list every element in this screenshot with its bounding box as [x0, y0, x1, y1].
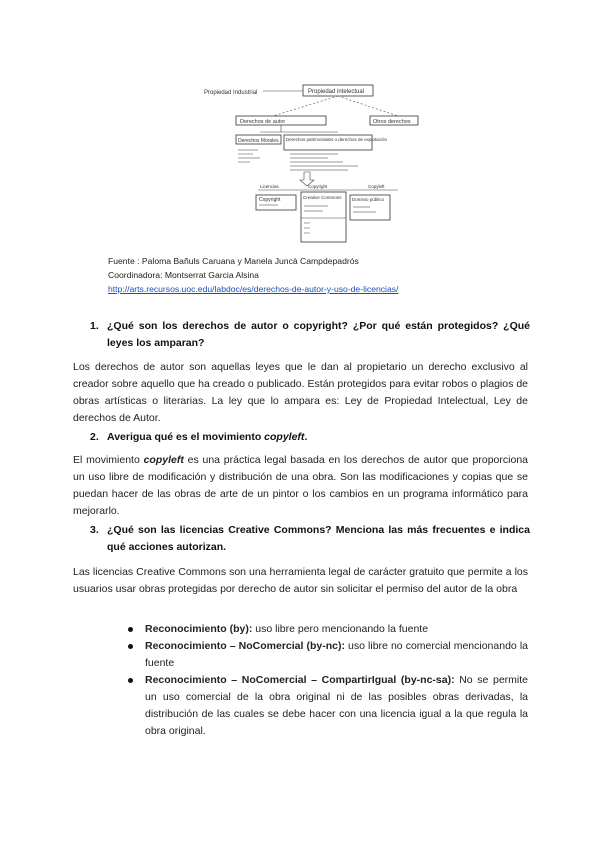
- diagram-label-derechos-autor: Derechos de autor: [240, 119, 286, 125]
- bullet-icon: [128, 678, 133, 683]
- diagram-bottom-label-3: Copyleft: [368, 184, 385, 189]
- question-1: [90, 318, 530, 352]
- diagram-bottom-label-1: Licencias: [260, 184, 279, 189]
- intellectual-property-diagram: [198, 80, 428, 250]
- diagram-label-otros: Otros derechos: [373, 119, 411, 125]
- caption-source: Fuente : Paloma Bañuls Caruana y Manela Juncà Campdepadrós: [108, 256, 359, 266]
- question-text: Averigua qué es el movimiento copyleft.: [107, 431, 308, 443]
- diagram-small-text-lines: [238, 150, 358, 170]
- list-item: Reconocimiento – NoComercial – CompartirIgual (by-nc-sa): No se permite un uso comercial de la obra original ni de las posibles obras derivadas, la distribución de las cuales se debe hacer con una licencia igual a la que regula la obra original.: [128, 672, 528, 740]
- diagram-bottom-label-2: Copyright: [308, 184, 328, 189]
- bullet-icon: [128, 644, 133, 649]
- question-number: 2.: [90, 431, 99, 443]
- question-number: 3.: [90, 524, 99, 536]
- diagram-label-industrial: Propiedad Industrial: [204, 90, 258, 96]
- diagram-label-patrimoniales: Derechos patrimoniales o derechos de explotación: [286, 137, 388, 142]
- question-text: ¿Qué son los derechos de autor o copyright? ¿Por qué están protegidos? ¿Qué leyes los amparan?: [107, 320, 530, 349]
- diagram-label-morales: Derechos Morales: [238, 138, 279, 144]
- diagram-label-copyright: Copyright: [259, 197, 281, 203]
- license-list: [128, 621, 528, 740]
- diagram-label-cc: Creative Commons: [303, 195, 342, 200]
- bullet-icon: [128, 627, 133, 632]
- answer-3: Las licencias Creative Commons son una herramienta legal de carácter gratuito que permite a los usuarios usar obras protegidas por derecho de autor sin solicitar el permiso del autor de la obra: [73, 566, 528, 595]
- question-text: ¿Qué son las licencias Creative Commons? Menciona las más frecuentes e indica qué acciones autorizan.: [107, 524, 530, 553]
- diagram-label-intelectual: Propiedad intelectual: [308, 89, 365, 95]
- caption-coordinator: Coordinadora: Montserrat Garcia Alsina: [108, 270, 259, 280]
- list-item: Reconocimiento – NoComercial (by-nc): uso libre no comercial mencionando la fuente: [128, 638, 528, 672]
- question-3: [90, 522, 530, 556]
- diagram-label-dominio: Dominio público: [352, 197, 385, 202]
- question-number: 1.: [90, 320, 99, 332]
- caption-url-link[interactable]: http://arts.recursos.uoc.edu/labdoc/es/derechos-de-autor-y-uso-de-licencias/: [108, 284, 399, 294]
- answer-2: El movimiento copyleft es una práctica legal basada en los derechos de autor que proporciona un uso libre de modificación y distribución de una obra. Son las modificaciones y copias que se puedan hacer de las obras de arte de un pintor o los cambios en un programa informático para mejorarlo.: [73, 454, 528, 517]
- answer-1: Los derechos de autor son aquellas leyes que le dan al propietario un derecho exclusivo al creador sobre aquello que ha creado o publicado. Están protegidos para evitar robos o plagios de obras artísticas o literarias. La ley que lo ampara es: Ley de Propiedad Intelectual, Ley de derechos de Autor.: [73, 361, 528, 424]
- question-2: [90, 429, 530, 446]
- list-item: Reconocimiento (by): uso libre pero mencionando la fuente: [128, 621, 528, 638]
